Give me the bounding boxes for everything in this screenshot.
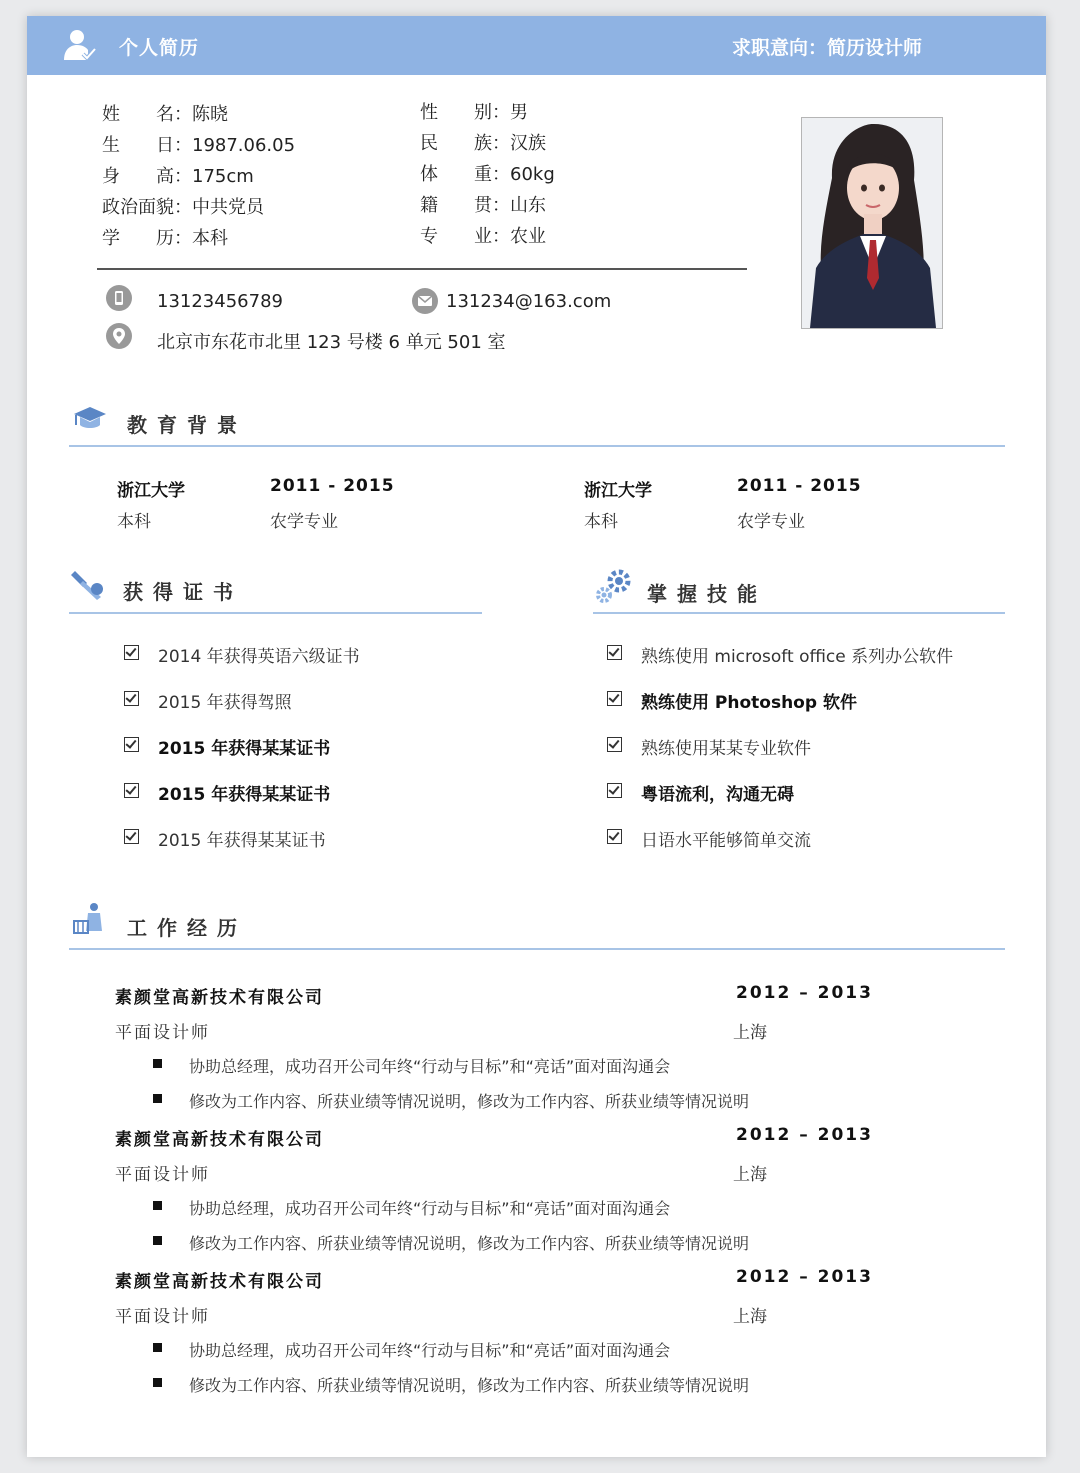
graduation-cap-icon: [72, 405, 108, 433]
checkbox-icon: [124, 691, 139, 706]
section-title-education: 教育背景: [127, 413, 247, 437]
worker-icon: [72, 901, 108, 937]
certificate-text: 2015 年获得某某证书: [158, 739, 331, 759]
bullet-square-icon: [153, 1343, 162, 1352]
location-pin-icon: [106, 323, 132, 349]
checkbox-icon: [124, 645, 139, 660]
info-value: 山东: [510, 195, 546, 216]
info-politics: [102, 193, 264, 219]
info-label: 生 日：: [102, 135, 192, 156]
info-label: 性 别：: [420, 102, 510, 123]
info-value: 本科: [192, 228, 228, 249]
job-city: 上海: [733, 1023, 767, 1043]
checkbox-icon: [607, 829, 622, 844]
bullet-text: 协助总经理，成功召开公司年终“行动与目标”和“亮话”面对面沟通会: [189, 1341, 671, 1360]
section-line: [69, 948, 1005, 950]
edu-school: 浙江大学: [117, 481, 185, 501]
info-label: 专 业：: [420, 226, 510, 247]
certificate-icon: [71, 567, 107, 601]
job-role: 平面设计师: [115, 1307, 210, 1327]
info-value: 农业: [510, 226, 546, 247]
job-city: 上海: [733, 1165, 767, 1185]
section-title-work: 工作经历: [127, 916, 247, 940]
skill-text: 日语水平能够简单交流: [641, 831, 811, 851]
edu-degree: 本科: [117, 512, 151, 532]
checkbox-icon: [607, 783, 622, 798]
skill-text: 熟练使用 microsoft office 系列办公软件: [641, 647, 954, 667]
resume-page: [27, 16, 1046, 1457]
info-value: 175cm: [192, 166, 254, 187]
job-company: 素颜堂高新技术有限公司: [115, 988, 324, 1008]
job-company: 素颜堂高新技术有限公司: [115, 1130, 324, 1150]
edu-major: 农学专业: [737, 512, 805, 532]
info-value: 男: [510, 102, 528, 123]
info-ethnic: [420, 129, 546, 155]
job-role: 平面设计师: [115, 1165, 210, 1185]
info-label: 籍 贯：: [420, 195, 510, 216]
info-label: 姓 名：: [102, 104, 192, 125]
info-gender: [420, 98, 528, 124]
checkbox-icon: [607, 645, 622, 660]
job-role: 平面设计师: [115, 1023, 210, 1043]
info-origin: [420, 191, 546, 217]
checkbox-icon: [124, 783, 139, 798]
section-line: [69, 612, 482, 614]
info-value: 60kg: [510, 164, 555, 185]
info-value: 汉族: [510, 133, 546, 154]
edu-major: 农学专业: [270, 512, 338, 532]
info-label: 体 重：: [420, 164, 510, 185]
edu-years: 2011 - 2015: [270, 476, 395, 496]
info-height: [102, 162, 254, 188]
certificate-text: 2015 年获得某某证书: [158, 831, 326, 851]
checkbox-icon: [124, 829, 139, 844]
section-title-certificates: 获得证书: [123, 580, 243, 604]
profile-photo: [801, 117, 943, 329]
checkbox-icon: [124, 737, 139, 752]
certificate-text: 2015 年获得驾照: [158, 693, 292, 713]
address: 北京市东花市北里 123 号楼 6 单元 501 室: [157, 332, 506, 353]
resume-title: 个人简历: [119, 37, 200, 59]
info-label: 身 高：: [102, 166, 192, 187]
section-title-skills: 掌握技能: [647, 582, 767, 606]
email-icon: [412, 288, 438, 314]
job-company: 素颜堂高新技术有限公司: [115, 1272, 324, 1292]
info-value: 中共党员: [192, 197, 264, 218]
job-years: 2012 – 2013: [736, 983, 873, 1003]
job-intent: 求职意向：简历设计师: [731, 37, 922, 59]
bullet-text: 协助总经理，成功召开公司年终“行动与目标”和“亮话”面对面沟通会: [189, 1057, 671, 1076]
gears-icon: [595, 567, 633, 603]
bullet-text: 修改为工作内容、所获业绩等情况说明，修改为工作内容、所获业绩等情况说明: [189, 1234, 750, 1253]
bullet-square-icon: [153, 1094, 162, 1103]
phone-icon: [106, 285, 132, 311]
bullet-square-icon: [153, 1378, 162, 1387]
section-line: [593, 612, 1005, 614]
bullet-square-icon: [153, 1236, 162, 1245]
info-weight: [420, 160, 555, 186]
skill-text: 熟练使用 Photoshop 软件: [641, 693, 857, 713]
skill-text: 熟练使用某某专业软件: [641, 739, 811, 759]
job-city: 上海: [733, 1307, 767, 1327]
info-label: 民 族：: [420, 133, 510, 154]
header-bar: [27, 16, 1046, 75]
info-label: 学 历：: [102, 228, 192, 249]
edu-school: 浙江大学: [584, 481, 652, 501]
edu-years: 2011 - 2015: [737, 476, 862, 496]
checkbox-icon: [607, 737, 622, 752]
info-name: [102, 100, 228, 126]
info-value: 陈晓: [192, 104, 228, 125]
certificate-text: 2015 年获得某某证书: [158, 785, 331, 805]
info-major: [420, 222, 546, 248]
job-years: 2012 – 2013: [736, 1267, 873, 1287]
bullet-square-icon: [153, 1201, 162, 1210]
edu-degree: 本科: [584, 512, 618, 532]
portrait-image: [802, 118, 942, 328]
bullet-text: 修改为工作内容、所获业绩等情况说明，修改为工作内容、所获业绩等情况说明: [189, 1092, 750, 1111]
email-address: 131234@163.com: [446, 291, 612, 312]
info-label: 政治面貌：: [102, 197, 192, 218]
certificate-text: 2014 年获得英语六级证书: [158, 647, 360, 667]
section-line: [69, 445, 1005, 447]
checkbox-icon: [607, 691, 622, 706]
info-value: 1987.06.05: [192, 135, 296, 156]
bullet-text: 修改为工作内容、所获业绩等情况说明，修改为工作内容、所获业绩等情况说明: [189, 1376, 750, 1395]
bullet-text: 协助总经理，成功召开公司年终“行动与目标”和“亮话”面对面沟通会: [189, 1199, 671, 1218]
phone-number: 13123456789: [157, 291, 283, 312]
job-years: 2012 – 2013: [736, 1125, 873, 1145]
info-divider: [97, 268, 747, 270]
skill-text: 粤语流利，沟通无碍: [641, 785, 794, 805]
info-birth: [102, 131, 295, 157]
bullet-square-icon: [153, 1059, 162, 1068]
info-degree: [102, 224, 228, 250]
user-check-icon: [62, 28, 98, 62]
